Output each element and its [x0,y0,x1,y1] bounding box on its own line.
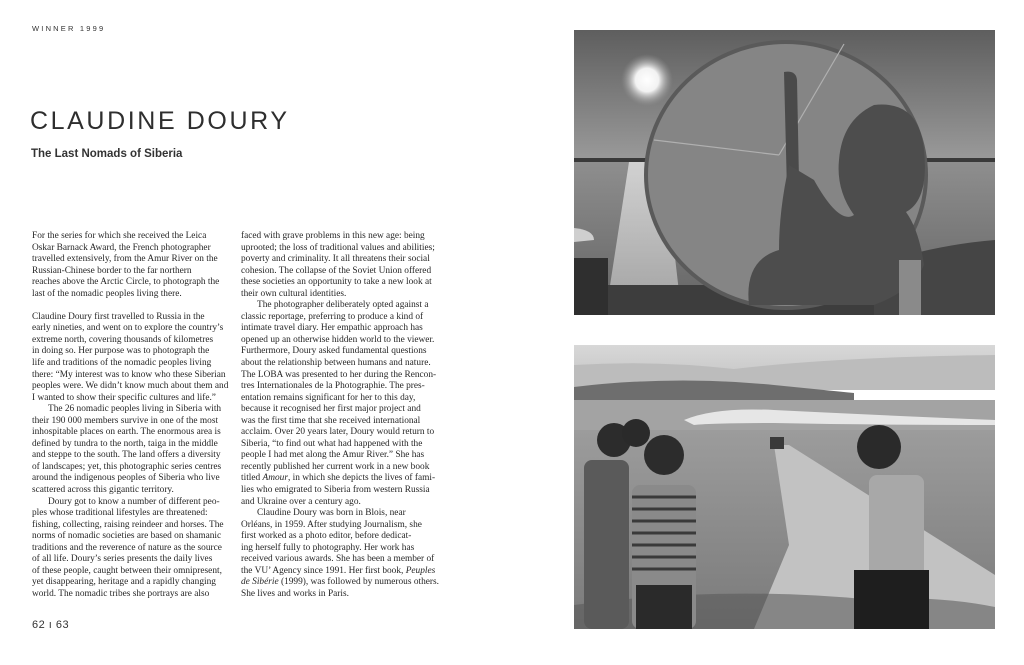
text-line: faced with grave problems in this new age: being [241,231,425,241]
text-line: Oskar Barnack Award, the French photographer [32,242,211,253]
text-line [241,566,445,578]
text-line: She lives and works in Paris. [241,588,349,599]
text-line: received various awards. She has been a member of [241,554,435,565]
text-line: of all life. Doury’s series presents the daily lives [32,554,213,565]
text-line: last of the nomadic peoples living there. [32,288,182,299]
text-line: defined by tundra to the north, taiga in the middle [32,438,218,449]
text-line: because it recognised her first major project and [241,404,421,415]
paragraph-gap [32,300,232,312]
boy-4-shirt [869,475,924,580]
text-line: extreme north, covering thousands of kilometres [32,334,214,345]
text-line: fishing, collecting, raising reindeer and horses. The [32,519,224,530]
boy-3-head [644,435,684,475]
text-line: and Ukraine over a century ago. [241,496,361,507]
photo-steppe-boys-image [574,345,995,629]
photo-steppe-boys [574,345,995,629]
text-line: their own cultural identities. [241,288,347,299]
text-line: ples whose traditional lifestyles are threatened: [32,508,208,519]
text-run: titled [241,473,263,484]
book-title-peuples: Peuples [405,565,436,576]
text-line: people I had met along the Amur River.” She has [241,450,425,461]
boy-4-head [857,425,901,469]
text-line: acclaim. Over 20 years later, Doury would return to [241,427,435,438]
text-line: traditions and the reverence of nature as the source [32,542,222,553]
text-line: Doury got to know a number of different peo- [48,496,220,507]
text-line: there: “My interest was to know who these Siberian [32,369,226,380]
text-line [241,577,445,589]
text-line: tres Internationales de la Photographie. The pres- [241,381,425,392]
text-line: life and traditions of the nomadic peoples living [32,358,212,369]
boy-1-body [584,460,629,629]
text-line: lies who emigrated to Siberia from western Russia [241,485,430,496]
text-line: uprooted; the loss of traditional values and abilities; [241,242,435,253]
page-numbers: 62 ı 63 [32,619,70,631]
shirt-stripes [632,497,696,569]
text-line: first worked as a photo editor, before dedicat- [241,531,412,542]
text-line: inhospitable places on earth. The enormous area is [32,427,221,438]
text-line: and steppe to the south. The land offers a diversity [32,450,221,461]
text-line: travelled extensively, from the Amur River on the [32,254,218,265]
text-line: Orléans, in 1959. After studying Journalism, she [241,519,422,530]
book-title-siberie: de Sibérie [241,577,279,588]
text-line: The LOBA was presented to her during the Rencon- [241,369,437,380]
boy-3-pants [636,585,692,629]
text-line: entation remains significant for her to this day, [241,392,416,403]
text-line: world. The nomadic tribes she portrays are also [32,588,210,599]
photo-drum-silhouette [574,30,995,315]
text-line: The photographer deliberately opted against a [257,300,429,311]
text-line: Russian-Chinese border to the far northern [32,265,192,276]
text-line: For the series for which she received the Leica [32,231,207,241]
text-line: in doing so. Her purpose was to photograph the [32,346,210,357]
page-subtitle: The Last Nomads of Siberia [31,148,183,160]
body-column-2 [241,231,445,601]
text-line: reaches above the Arctic Circle, to photograph the [32,277,220,288]
text-run: (1999), was followed by numerous others. [278,577,439,588]
text-line: recently published her current work in a new book [241,461,430,472]
text-run: the VU’ Agency since 1991. Her first book, [241,565,406,576]
winner-kicker: WINNER 1999 [32,24,106,33]
book-title-amour: Amour [262,473,288,484]
text-line: early nineties, and went on to explore the country’s [32,323,224,334]
text-line [241,473,445,485]
text-line: yet disappearing, heritage and a rapidly changing [32,577,216,588]
text-run: , in which she depicts the lives of fami- [287,473,436,484]
text-line: around the indigenous peoples of Siberia who live [32,473,220,484]
photo-drum-silhouette-image [574,30,995,315]
text-line: classic reportage, preferring to produce a kind of [241,311,424,322]
text-line: opened up an otherwise hidden world to the viewer. [241,334,435,345]
boy-2-head [622,419,650,447]
text-line: cohesion. The collapse of the Soviet Union offered [241,265,432,276]
text-line: scattered across this gigantic territory. [32,485,174,496]
text-line: about the relationship between humans and nature. [241,358,431,369]
page-title: CLAUDINE DOURY [30,107,290,135]
body-column-1 [32,231,232,601]
person-edge [574,258,608,315]
text-line: peoples were. We didn’t know much about them and [32,381,229,392]
text-line: I wanted to show their specific cultures and life.” [32,392,216,403]
text-line: intimate travel diary. Her empathic approach has [241,323,423,334]
text-line: of landscapes; yet, this photographic series centres [32,461,222,472]
text-line: Siberia, “to find out what had happened with the [241,438,423,449]
text-line: The 26 nomadic peoples living in Siberia with [48,404,222,415]
text-line: their 190 000 members survive in one of the most [32,415,219,426]
text-line: Claudine Doury was born in Blois, near [257,508,406,519]
sun [621,54,673,106]
text-line: ing herself fully to photography. Her work has [241,542,415,553]
motorcycle-sidecar [770,437,784,449]
text-line: Claudine Doury first travelled to Russia in the [32,311,205,322]
text-line: Furthermore, Doury asked fundamental questions [241,346,427,357]
text-line: of these people, caught between their omnipresent, [32,565,222,576]
text-line: was the first time that she received international [241,415,421,426]
boy-4-shorts [854,570,929,629]
text-line: poverty and criminality. It all threatens their social [241,254,430,265]
text-line: these societies an opportunity to take a new look at [241,277,432,288]
text-line: norms of nomadic societies are based on shamanic [32,531,222,542]
striped-shirt [899,260,921,315]
